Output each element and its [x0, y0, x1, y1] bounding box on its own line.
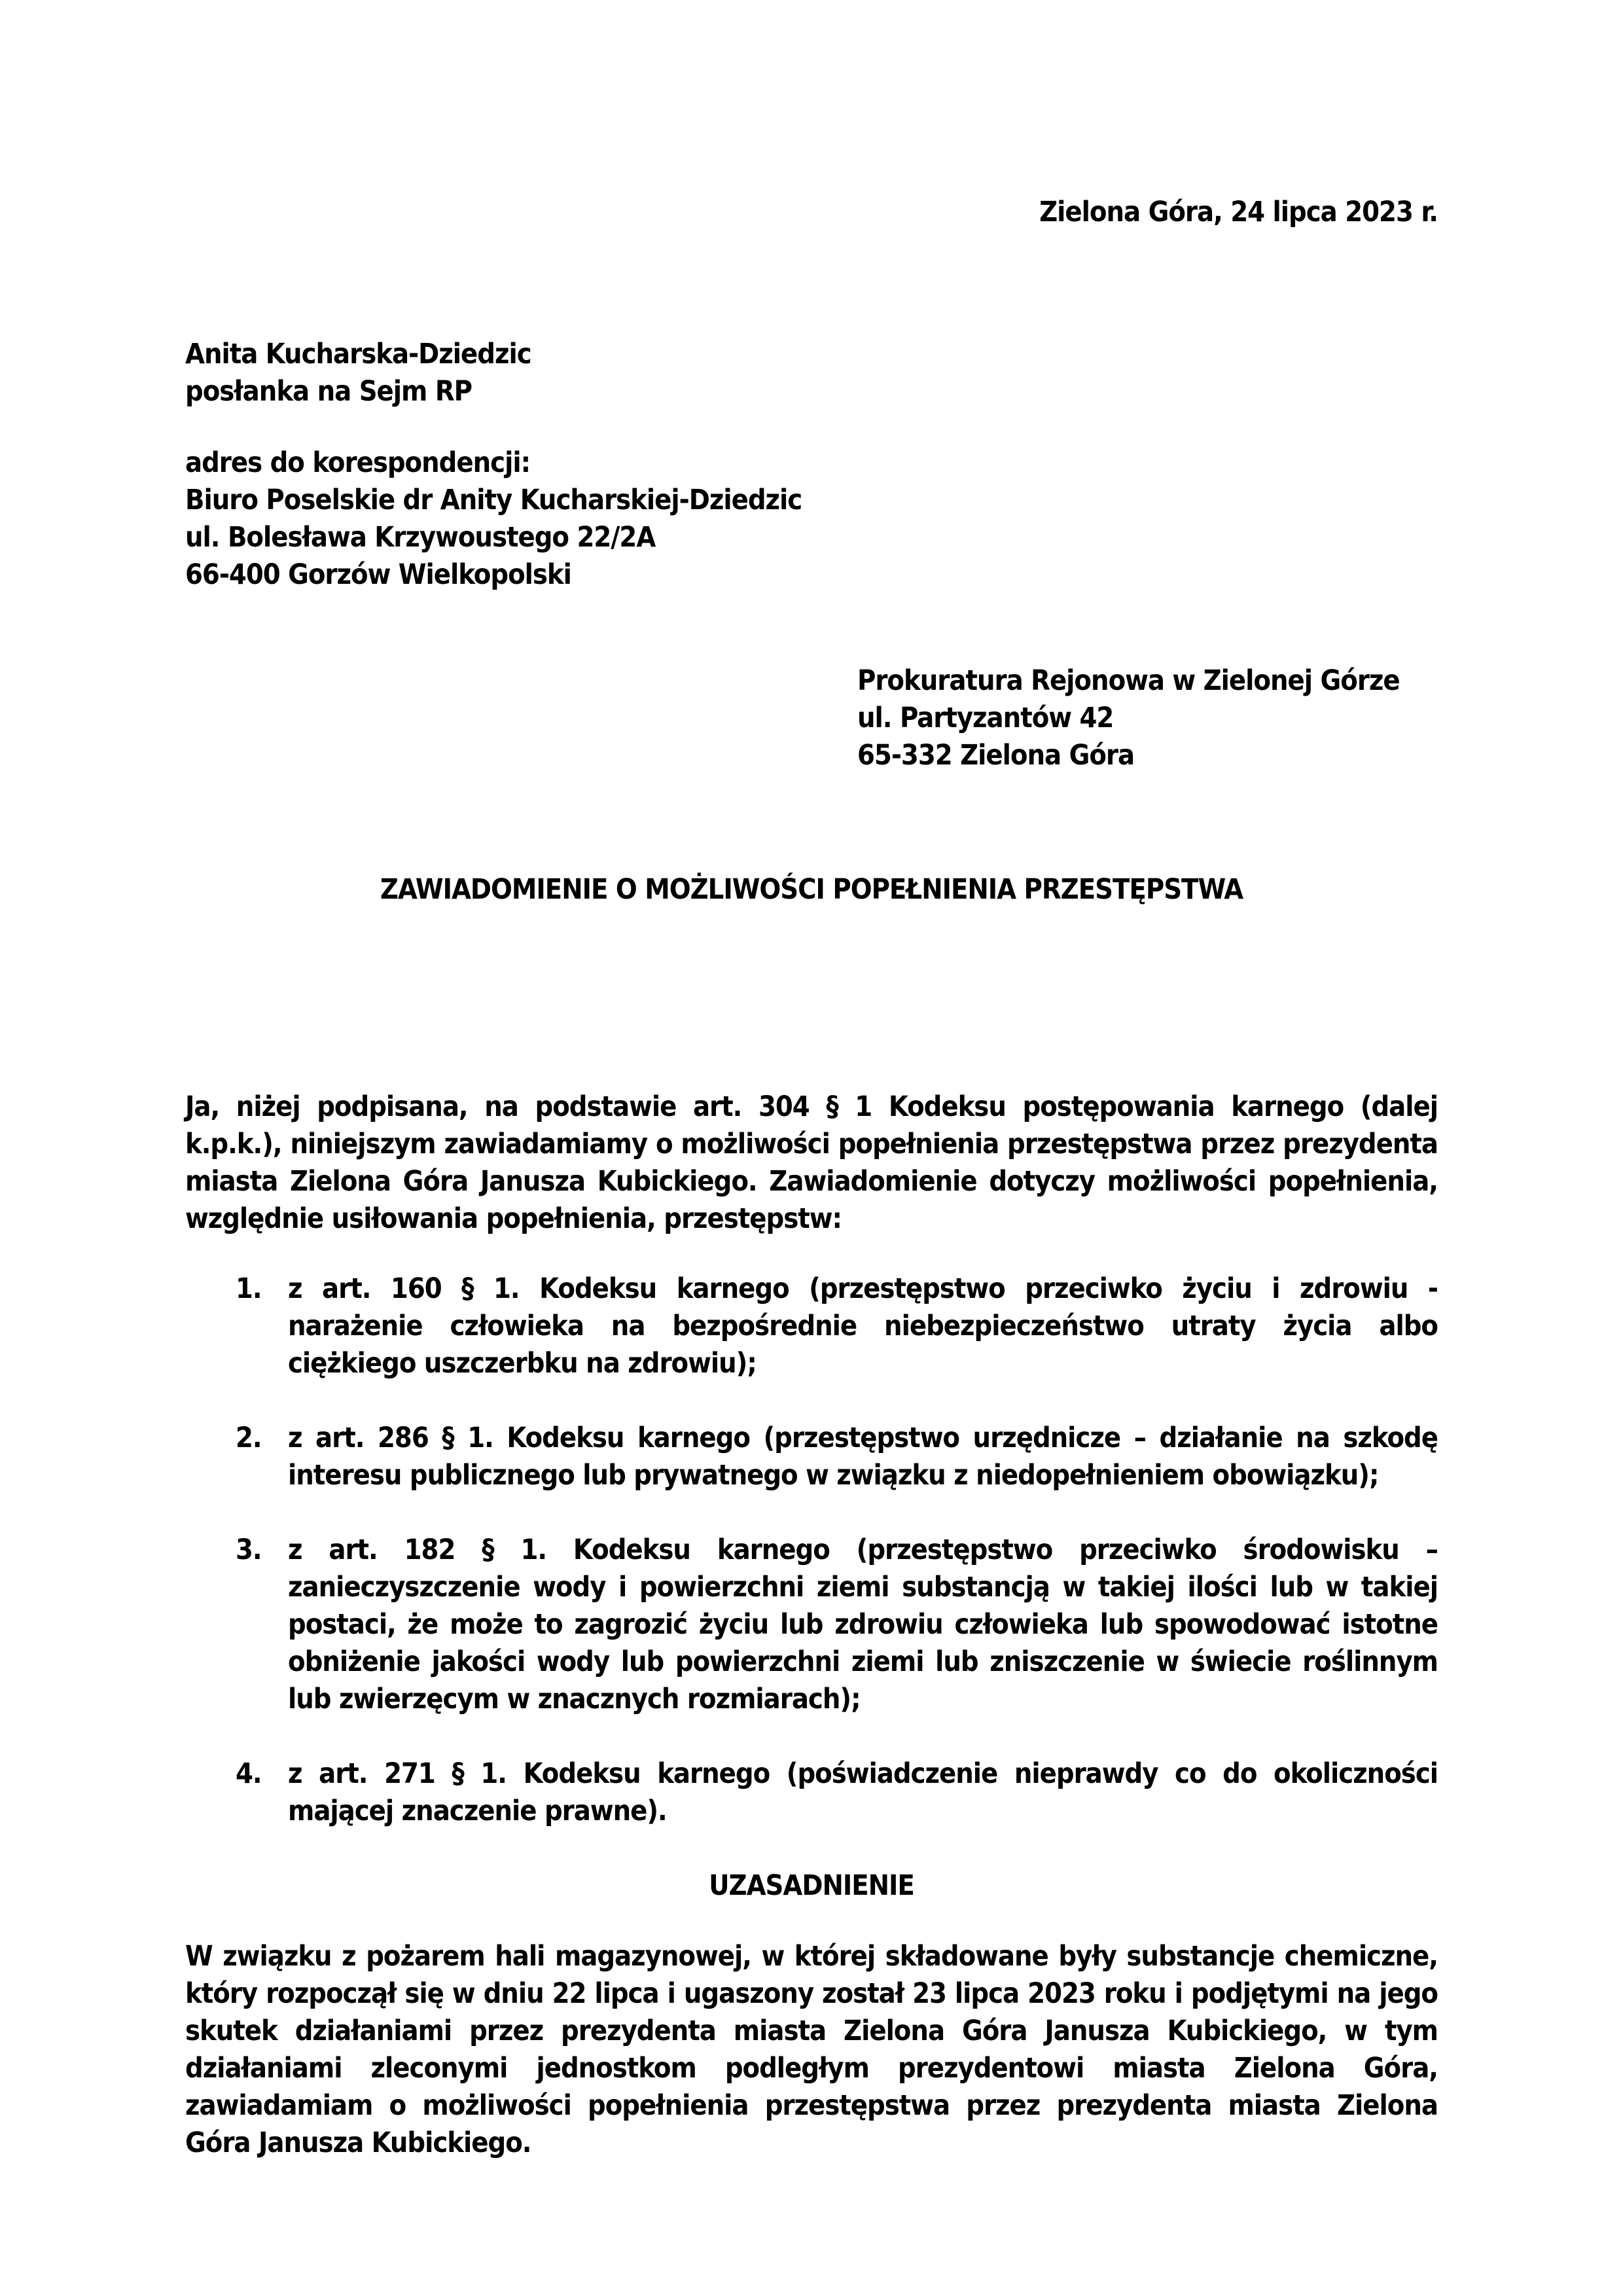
sender-name: Anita Kucharska-Dziedzic [185, 338, 531, 370]
offense-number: 2. [236, 1422, 262, 1454]
recipient-block [857, 662, 1438, 774]
offense-number: 1. [236, 1272, 262, 1305]
offense-item [185, 1420, 1438, 1494]
offense-text: z art. 160 § 1. Kodeksu karnego (przestępstwo przeciwko życiu i zdrowiu - narażenie człowieka na bezpośrednie niebezpieczeństwo utraty życia albo ciężkiego uszczerbku na zdrowiu); [288, 1272, 1438, 1380]
date-line: Zielona Góra, 24 lipca 2023 r. [1039, 196, 1438, 228]
correspondence-office: Biuro Poselskie dr Anity Kucharskiej-Dziedzic [185, 484, 802, 516]
correspondence-label: adres do korespondencji: [185, 446, 531, 479]
offense-number: 3. [236, 1534, 262, 1566]
offense-item [185, 1270, 1438, 1382]
recipient-city: 65-332 Zielona Góra [857, 739, 1135, 772]
intro-paragraph: Ja, niżej podpisana, na podstawie art. 304 § 1 Kodeksu postępowania karnego (dalej k.p.k.), niniejszym zawiadamiamy o możliwości popełnienia przestępstwa przez prezydenta miasta Zielona Góra Janusza Kubickiego. Zawiadomienie dotyczy możliwości popełnienia, względnie usiłowania popełnienia, przestępstw: [185, 1090, 1438, 1235]
sender-block [185, 336, 1438, 410]
correspondence-block [185, 444, 1438, 594]
correspondence-city: 66-400 Gorzów Wielkopolski [185, 558, 571, 591]
body-paragraph: W związku z pożarem hali magazynowej, w której składowane były substancje chemiczne, który rozpoczął się w dniu 22 lipca i ugaszony został 23 lipca 2023 roku i podjętymi na jego skutek działaniami przez prezydenta miasta Zielona Góra Janusza Kubickiego, w tym działaniami zleconymi jednostkom podległym prezydentowi miasta Zielona Góra, zawiadamiam o możliwości popełnienia przestępstwa przez prezydenta miasta Zielona Góra Janusza Kubickiego. [185, 1940, 1438, 2159]
offense-item [185, 1532, 1438, 1718]
offense-number: 4. [236, 1757, 262, 1790]
correspondence-street: ul. Bolesława Krzywoustego 22/2A [185, 521, 656, 554]
offense-item [185, 1755, 1438, 1830]
section-heading-uzasadnienie: UZASADNIENIE [709, 1869, 914, 1902]
recipient-name: Prokuratura Rejonowa w Zielonej Górze [857, 664, 1400, 697]
offense-list [185, 1270, 1438, 1830]
document-title: ZAWIADOMIENIE O MOŻLIWOŚCI POPEŁNIENIA PRZESTĘPSTWA [380, 873, 1243, 906]
offense-text: z art. 286 § 1. Kodeksu karnego (przestępstwo urzędnicze – działanie na szkodę interesu publicznego lub prywatnego w związku z niedopełnieniem obowiązku); [288, 1422, 1438, 1492]
recipient-street: ul. Partyzantów 42 [857, 702, 1114, 734]
sender-role: posłanka na Sejm RP [185, 375, 472, 408]
offense-text: z art. 271 § 1. Kodeksu karnego (poświadczenie nieprawdy co do okoliczności mającej znaczenie prawne). [288, 1757, 1438, 1827]
offense-text: z art. 182 § 1. Kodeksu karnego (przestępstwo przeciwko środowisku – zanieczyszczenie wody i powierzchni ziemi substancją w takiej ilości lub w takiej postaci, że może to zagrozić życiu lub zdrowiu człowieka lub spowodować istotne obniżenie jakości wody lub powierzchni ziemi lub zniszczenie w świecie roślinnym lub zwierzęcym w znacznych rozmiarach); [288, 1534, 1438, 1715]
